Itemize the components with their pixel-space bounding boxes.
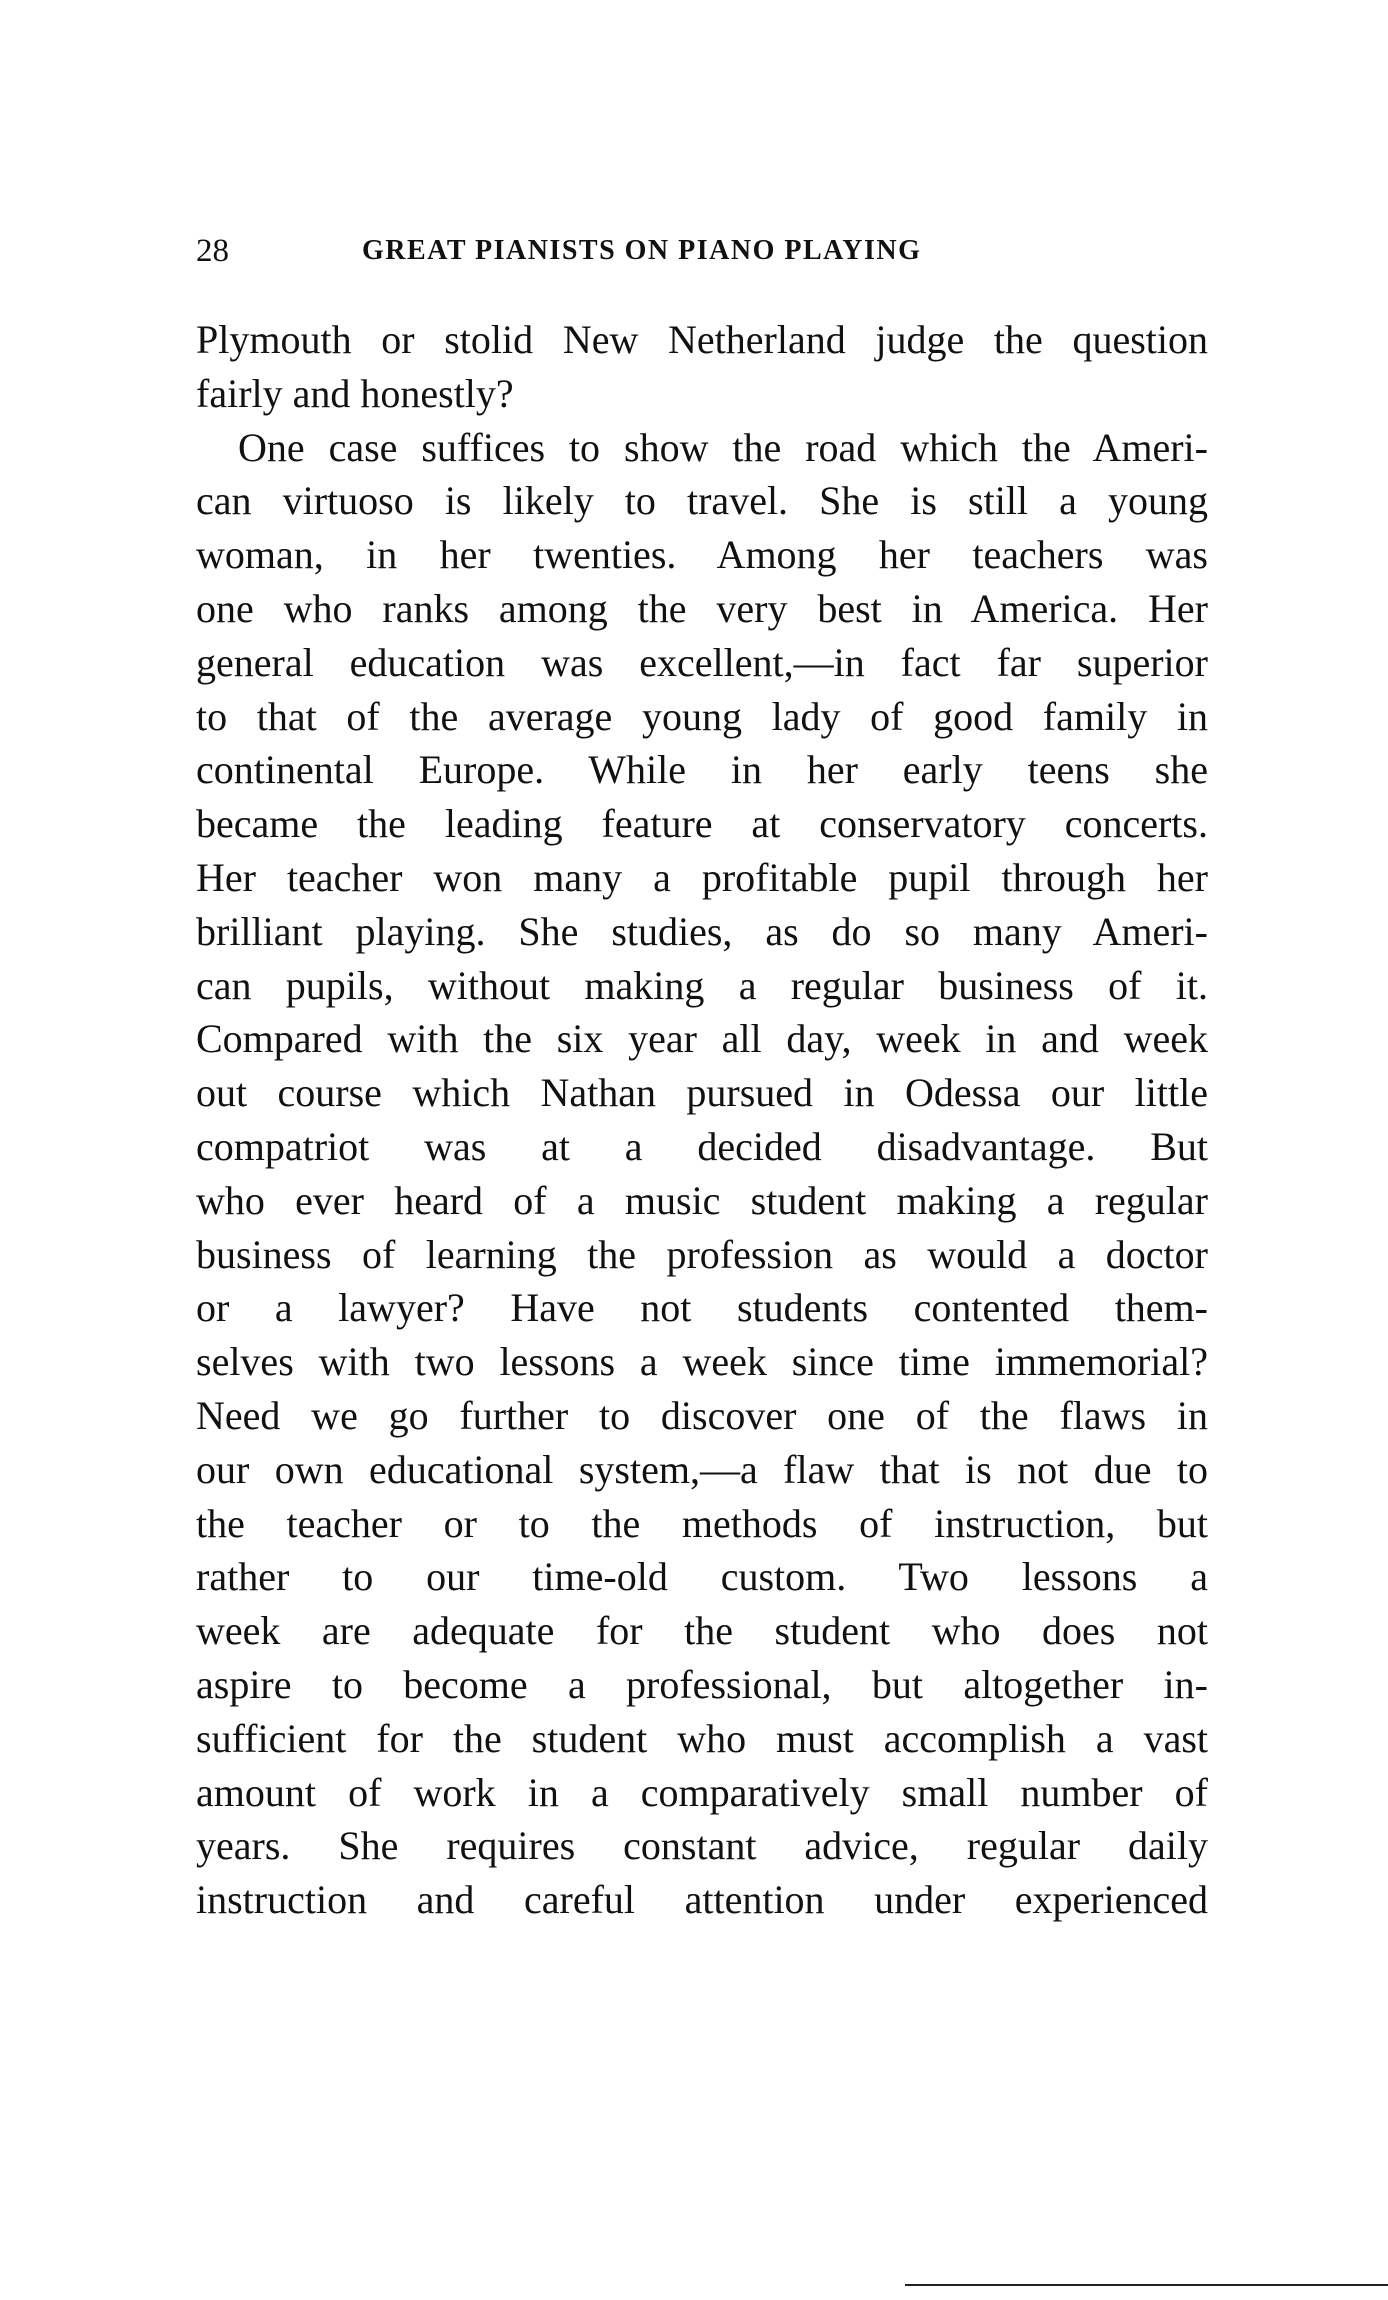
body-text xyxy=(196,313,1208,1927)
text-line: became the leading feature at conservatory concerts. xyxy=(196,801,1208,847)
text-line: Her teacher won many a profitable pupil through her xyxy=(196,854,1208,900)
text-line: amount of work in a comparatively small number of xyxy=(196,1769,1208,1815)
text-line: woman, in her twenties. Among her teachers was xyxy=(196,532,1208,578)
text-line: compatriot was at a decided disadvantage. But xyxy=(196,1123,1208,1169)
text-line: business of learning the profession as would a doctor xyxy=(196,1231,1208,1277)
text-line: One case suffices to show the road which the Ameri- xyxy=(238,424,1208,470)
text-line: aspire to become a professional, but altogether in- xyxy=(196,1661,1208,1707)
text-line: general education was excellent,—in fact far superior xyxy=(196,639,1208,685)
text-line: sufficient for the student who must accomplish a vast xyxy=(196,1715,1208,1761)
page-header xyxy=(196,228,1216,274)
text-line: Need we go further to discover one of the flaws in xyxy=(196,1392,1208,1438)
text-line: rather to our time-old custom. Two lessons a xyxy=(196,1554,1208,1600)
text-line: who ever heard of a music student making a regular xyxy=(196,1177,1208,1223)
scan-edge-rule xyxy=(905,2284,1388,2286)
text-line: years. She requires constant advice, regular daily xyxy=(196,1823,1208,1869)
text-line: or a lawyer? Have not students contented them- xyxy=(196,1285,1208,1331)
text-line: Compared with the six year all day, week in and week xyxy=(196,1016,1208,1062)
text-line: week are adequate for the student who does not xyxy=(196,1608,1208,1654)
text-line: selves with two lessons a week since time immemorial? xyxy=(196,1339,1208,1385)
text-line: instruction and careful attention under experienced xyxy=(196,1877,1208,1923)
text-line: can pupils, without making a regular business of it. xyxy=(196,962,1208,1008)
text-line: can virtuoso is likely to travel. She is still a young xyxy=(196,478,1208,524)
text-line: brilliant playing. She studies, as do so many Ameri- xyxy=(196,908,1208,954)
text-line: Plymouth or stolid New Netherland judge the question xyxy=(196,317,1208,362)
text-line: one who ranks among the very best in America. Her xyxy=(196,585,1208,631)
page-number: 28 xyxy=(196,233,229,269)
text-line: out course which Nathan pursued in Odessa our little xyxy=(196,1070,1208,1116)
running-title: GREAT PIANISTS ON PIANO PLAYING xyxy=(362,235,922,266)
text-line: continental Europe. While in her early teens she xyxy=(196,747,1208,793)
text-line: our own educational system,—a flaw that is not due to xyxy=(196,1446,1208,1492)
text-line: to that of the average young lady of good family in xyxy=(196,693,1208,739)
text-line: fairly and honestly? xyxy=(196,370,514,416)
text-line: the teacher or to the methods of instruction, but xyxy=(196,1500,1208,1546)
